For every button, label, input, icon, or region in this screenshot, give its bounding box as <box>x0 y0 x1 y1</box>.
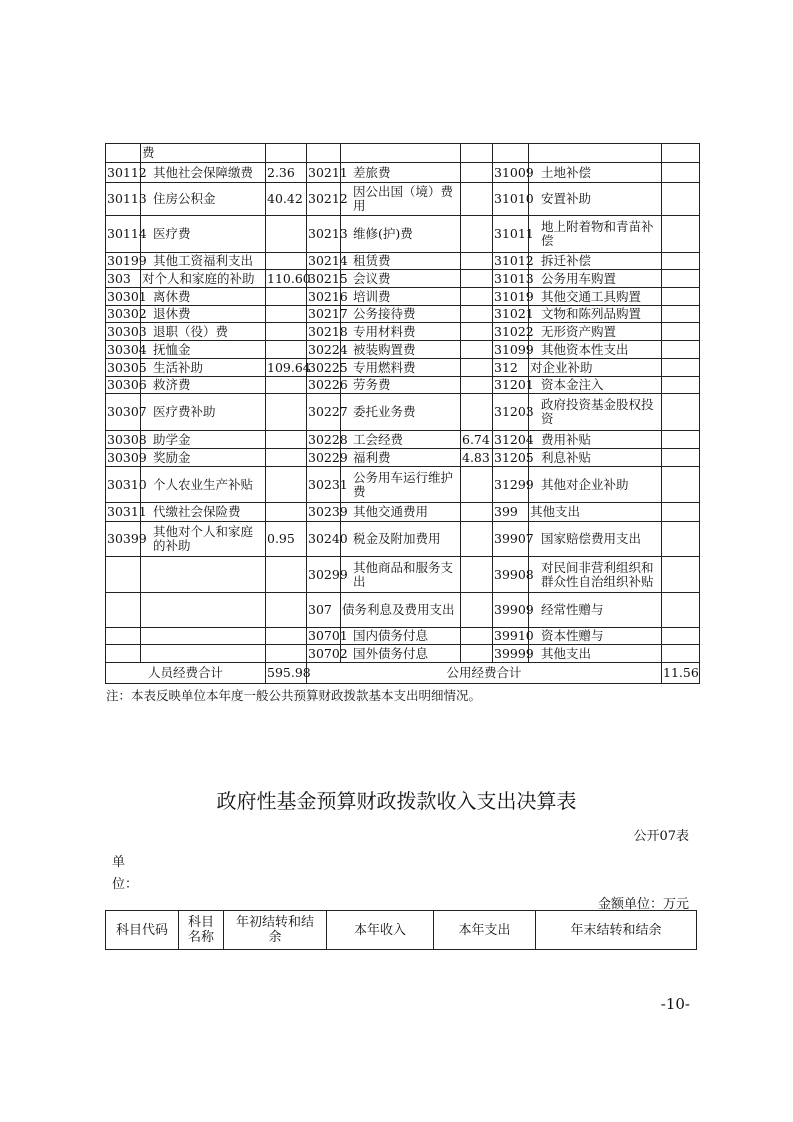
code-cell: 30303 <box>107 323 147 339</box>
name-cell: 其他对个人和家庭的补助 <box>141 522 266 557</box>
name-cell: 奖励金 <box>141 449 266 467</box>
amount-cell <box>266 557 307 593</box>
amount-cell <box>662 467 700 503</box>
name-cell: 其他交通工具购置 <box>529 288 662 306</box>
name-cell: 费用补贴 <box>529 431 662 449</box>
amount-unit: 金额单位：万元 <box>597 897 689 912</box>
name-cell: 生活补助 <box>141 359 266 377</box>
amount-cell <box>662 163 700 183</box>
code-cell: 30227 <box>307 394 341 431</box>
table-row <box>106 323 700 341</box>
public-total-label: 公用经费合计 <box>307 663 662 684</box>
table-row <box>106 467 700 503</box>
code-cell: 31021 <box>494 306 534 321</box>
name-cell: 被装购置费 <box>341 341 461 359</box>
table-note: 注：本表反映单位本年度一般公共预算财政拨款基本支出明细情况。 <box>106 688 482 703</box>
name-cell: 医疗费补助 <box>141 394 266 431</box>
name-cell: 其他对企业补助 <box>529 467 662 503</box>
code-cell: 30299 <box>307 557 341 593</box>
name-cell: 债务利息及费用支出 <box>341 593 461 628</box>
amount-cell <box>461 253 493 270</box>
name-cell: 利息补贴 <box>529 449 662 467</box>
name-cell <box>529 144 662 163</box>
code-cell: 30214 <box>308 253 348 268</box>
name-cell: 劳务费 <box>341 377 461 394</box>
amount-cell <box>461 557 493 593</box>
amount-cell <box>662 645 700 663</box>
name-cell: 医疗费 <box>141 216 266 253</box>
name-cell: 其他工资福利支出 <box>141 253 266 270</box>
name-cell: 其他社会保障缴费 <box>141 163 266 183</box>
header-cell: 年末结转和结余 <box>536 911 697 950</box>
code-cell: 30307 <box>106 394 141 431</box>
table-row <box>106 359 700 377</box>
code-cell: 303 <box>106 270 141 288</box>
amount-cell <box>266 431 307 449</box>
amount-cell <box>662 253 700 270</box>
amount-cell <box>461 163 493 183</box>
code-cell: 31099 <box>494 341 534 357</box>
code-cell <box>106 144 141 163</box>
name-cell: 地上附着物和青苗补偿 <box>529 216 662 253</box>
name-cell: 资本金注入 <box>529 377 662 394</box>
name-cell: 公务用车运行维护费 <box>341 467 461 503</box>
code-cell: 31022 <box>494 323 534 339</box>
name-cell: 委托业务费 <box>341 394 461 431</box>
amount-cell: 110.60 <box>267 270 311 286</box>
table-row <box>106 377 700 394</box>
code-cell: 31013 <box>494 270 534 286</box>
code-cell: 31019 <box>494 288 534 304</box>
amount-cell <box>266 144 307 163</box>
code-cell: 30212 <box>307 183 341 216</box>
name-cell <box>341 144 461 163</box>
name-cell: 文物和陈列品购置 <box>529 306 662 323</box>
code-cell: 30306 <box>107 377 147 392</box>
name-cell: 专用材料费 <box>341 323 461 341</box>
code-cell: 30113 <box>106 183 141 216</box>
code-cell: 30112 <box>106 163 141 183</box>
amount-cell <box>662 288 700 306</box>
amount-cell <box>662 183 700 216</box>
amount-cell <box>461 270 493 288</box>
name-cell: 抚恤金 <box>141 341 266 359</box>
name-cell: 租赁费 <box>341 253 461 270</box>
name-cell: 因公出国（境）费用 <box>341 183 461 216</box>
amount-cell <box>662 557 700 593</box>
header-cell: 科目名称 <box>179 911 224 950</box>
code-cell: 30308 <box>107 431 147 447</box>
code-cell: 31205 <box>494 449 534 465</box>
amount-cell <box>662 216 700 253</box>
code-cell: 30114 <box>106 216 141 253</box>
name-cell: 其他商品和服务支出 <box>341 557 461 593</box>
name-cell: 无形资产购置 <box>529 323 662 341</box>
name-cell: 工会经费 <box>341 431 461 449</box>
name-cell: 差旅费 <box>341 163 461 183</box>
amount-cell <box>662 449 700 467</box>
name-cell: 国内债务付息 <box>341 628 461 645</box>
code-cell: 30225 <box>308 359 348 375</box>
name-cell: 拆迁补偿 <box>529 253 662 270</box>
name-cell: 个人农业生产补贴 <box>141 467 266 503</box>
fund-budget-table <box>105 910 697 950</box>
basic-expenditure-detail-table <box>105 143 700 684</box>
name-cell: 国外债务付息 <box>341 645 461 663</box>
name-cell: 专用燃料费 <box>341 359 461 377</box>
personnel-total-label: 人员经费合计 <box>106 663 266 684</box>
table-row <box>106 270 700 288</box>
amount-cell <box>662 522 700 557</box>
table-row <box>106 253 700 270</box>
name-cell: 福利费 <box>341 449 461 467</box>
amount-cell <box>461 628 493 645</box>
code-cell: 30702 <box>308 645 348 661</box>
amount-cell <box>461 394 493 431</box>
amount-cell <box>662 593 700 628</box>
code-cell: 30229 <box>308 449 348 465</box>
code-cell: 31201 <box>494 377 534 392</box>
amount-cell <box>266 394 307 431</box>
name-cell <box>141 645 266 663</box>
table-row <box>106 557 700 593</box>
name-cell: 退休费 <box>141 306 266 323</box>
code-cell: 39909 <box>493 593 529 628</box>
code-cell <box>307 144 341 163</box>
name-cell: 培训费 <box>341 288 461 306</box>
amount-cell <box>266 467 307 503</box>
amount-cell <box>461 503 493 522</box>
section-title: 政府性基金预算财政拨款收入支出决算表 <box>216 789 577 813</box>
name-cell: 维修(护)费 <box>341 216 461 253</box>
table-row <box>106 288 700 306</box>
name-cell: 退职（役）费 <box>141 323 266 341</box>
code-cell: 39908 <box>493 557 529 593</box>
code-cell: 30199 <box>107 253 147 268</box>
code-cell: 30701 <box>308 628 348 643</box>
amount-cell <box>461 144 493 163</box>
table-row <box>106 593 700 628</box>
table-row <box>106 503 700 522</box>
amount-cell <box>266 449 307 467</box>
amount-cell <box>461 306 493 323</box>
name-cell: 住房公积金 <box>141 183 266 216</box>
code-cell: 30231 <box>307 467 341 503</box>
code-cell: 312 <box>493 359 529 377</box>
table-row <box>106 183 700 216</box>
code-cell: 39907 <box>493 522 529 557</box>
total-row <box>106 663 700 684</box>
amount-cell <box>266 593 307 628</box>
code-cell: 307 <box>307 593 341 628</box>
name-cell: 公务接待费 <box>341 306 461 323</box>
code-cell: 30215 <box>308 270 348 286</box>
code-cell: 39910 <box>494 628 534 643</box>
amount-cell <box>266 628 307 645</box>
name-cell <box>141 628 266 645</box>
header-cell: 本年收入 <box>327 911 434 950</box>
amount-cell <box>461 216 493 253</box>
name-cell: 代缴社会保险费 <box>141 503 266 522</box>
header-cell: 本年支出 <box>434 911 536 950</box>
amount-cell <box>266 253 307 270</box>
amount-cell <box>266 216 307 253</box>
amount-cell <box>461 645 493 663</box>
code-cell: 30228 <box>308 431 348 447</box>
amount-cell <box>461 522 493 557</box>
amount-cell <box>662 144 700 163</box>
personnel-total-value: 595.98 <box>266 663 307 684</box>
header-row <box>106 911 697 950</box>
code-cell: 30218 <box>308 323 348 339</box>
name-cell: 其他支出 <box>529 503 662 522</box>
name-cell: 对民间非营利组织和群众性自治组织补贴 <box>529 557 662 593</box>
name-cell: 资本性赠与 <box>529 628 662 645</box>
amount-cell <box>662 431 700 449</box>
amount-cell <box>461 359 493 377</box>
public-total-value: 11.56 <box>662 663 700 684</box>
table-row <box>106 449 700 467</box>
code-cell: 30213 <box>307 216 341 253</box>
name-cell: 税金及附加费用 <box>341 522 461 557</box>
name-cell <box>141 557 266 593</box>
code-cell: 31012 <box>494 253 534 268</box>
amount-cell <box>266 323 307 341</box>
code-cell: 30304 <box>107 341 147 357</box>
code-cell: 399 <box>493 503 529 522</box>
name-cell: 其他资本性支出 <box>529 341 662 359</box>
amount-cell <box>662 270 700 288</box>
table-row <box>106 645 700 663</box>
code-cell: 30216 <box>308 288 348 304</box>
amount-cell: 109.64 <box>267 359 311 375</box>
code-cell <box>106 557 141 593</box>
table-row <box>106 341 700 359</box>
name-cell: 土地补偿 <box>529 163 662 183</box>
name-cell: 政府投资基金股权投资 <box>529 394 662 431</box>
code-cell <box>106 628 141 645</box>
table-row <box>106 216 700 253</box>
name-cell <box>141 593 266 628</box>
code-cell: 31204 <box>494 431 534 447</box>
name-cell: 公务用车购置 <box>529 270 662 288</box>
amount-cell <box>662 341 700 359</box>
name-cell: 安置补助 <box>529 183 662 216</box>
amount-cell <box>461 183 493 216</box>
header-cell: 年初结转和结余 <box>224 911 327 950</box>
amount-cell <box>266 288 307 306</box>
name-cell: 其他交通费用 <box>341 503 461 522</box>
code-cell: 31010 <box>493 183 529 216</box>
code-cell: 30226 <box>308 377 348 392</box>
amount-cell <box>461 377 493 394</box>
name-cell: 费 <box>141 144 266 163</box>
amount-cell <box>266 306 307 323</box>
name-cell: 经常性赠与 <box>529 593 662 628</box>
name-cell: 国家赔偿费用支出 <box>529 522 662 557</box>
code-cell: 39999 <box>494 645 534 661</box>
code-cell: 30217 <box>308 306 348 321</box>
name-cell: 对个人和家庭的补助 <box>141 270 266 288</box>
name-cell: 其他支出 <box>529 645 662 663</box>
code-cell: 31011 <box>493 216 529 253</box>
amount-cell <box>461 341 493 359</box>
amount-cell <box>266 341 307 359</box>
table-row <box>106 431 700 449</box>
amount-cell <box>461 467 493 503</box>
amount-cell: 4.83 <box>461 449 493 467</box>
amount-cell <box>662 377 700 394</box>
name-cell: 对企业补助 <box>529 359 662 377</box>
name-cell: 会议费 <box>341 270 461 288</box>
code-cell: 30305 <box>107 359 147 375</box>
code-cell: 30301 <box>107 288 147 304</box>
code-cell: 30309 <box>107 449 147 465</box>
amount-cell <box>461 593 493 628</box>
amount-cell: 2.36 <box>266 163 307 183</box>
table-row <box>106 306 700 323</box>
code-cell <box>493 144 529 163</box>
table-row <box>106 522 700 557</box>
page-number: -10- <box>660 995 690 1013</box>
name-cell: 助学金 <box>141 431 266 449</box>
amount-cell <box>266 503 307 522</box>
name-cell: 离休费 <box>141 288 266 306</box>
code-cell: 30240 <box>307 522 341 557</box>
name-cell: 救济费 <box>141 377 266 394</box>
header-cell: 科目代码 <box>106 911 179 950</box>
code-cell <box>106 593 141 628</box>
code-cell: 30399 <box>106 522 141 557</box>
code-cell: 30239 <box>307 503 341 522</box>
code-cell: 31299 <box>493 467 529 503</box>
table-row <box>106 394 700 431</box>
form-number: 公开07表 <box>633 829 689 844</box>
code-cell: 30311 <box>106 503 141 522</box>
table-row <box>106 144 700 163</box>
amount-cell <box>461 323 493 341</box>
code-cell: 30302 <box>107 306 147 321</box>
amount-cell <box>662 628 700 645</box>
code-cell: 31009 <box>493 163 529 183</box>
amount-cell <box>266 645 307 663</box>
amount-cell: 0.95 <box>266 522 307 557</box>
amount-cell <box>662 503 700 522</box>
unit-label: 单位： <box>112 855 139 892</box>
code-cell: 30310 <box>106 467 141 503</box>
amount-cell <box>461 288 493 306</box>
table-row <box>106 163 700 183</box>
amount-cell <box>662 323 700 341</box>
code-cell: 31203 <box>493 394 529 431</box>
amount-cell: 6.74 <box>461 431 493 449</box>
code-cell: 30211 <box>307 163 341 183</box>
amount-cell <box>266 377 307 394</box>
amount-cell <box>662 359 700 377</box>
table-row <box>106 628 700 645</box>
code-cell <box>106 645 141 663</box>
amount-cell <box>662 394 700 431</box>
amount-cell: 40.42 <box>266 183 307 216</box>
code-cell: 30224 <box>308 341 348 357</box>
amount-cell <box>662 306 700 323</box>
